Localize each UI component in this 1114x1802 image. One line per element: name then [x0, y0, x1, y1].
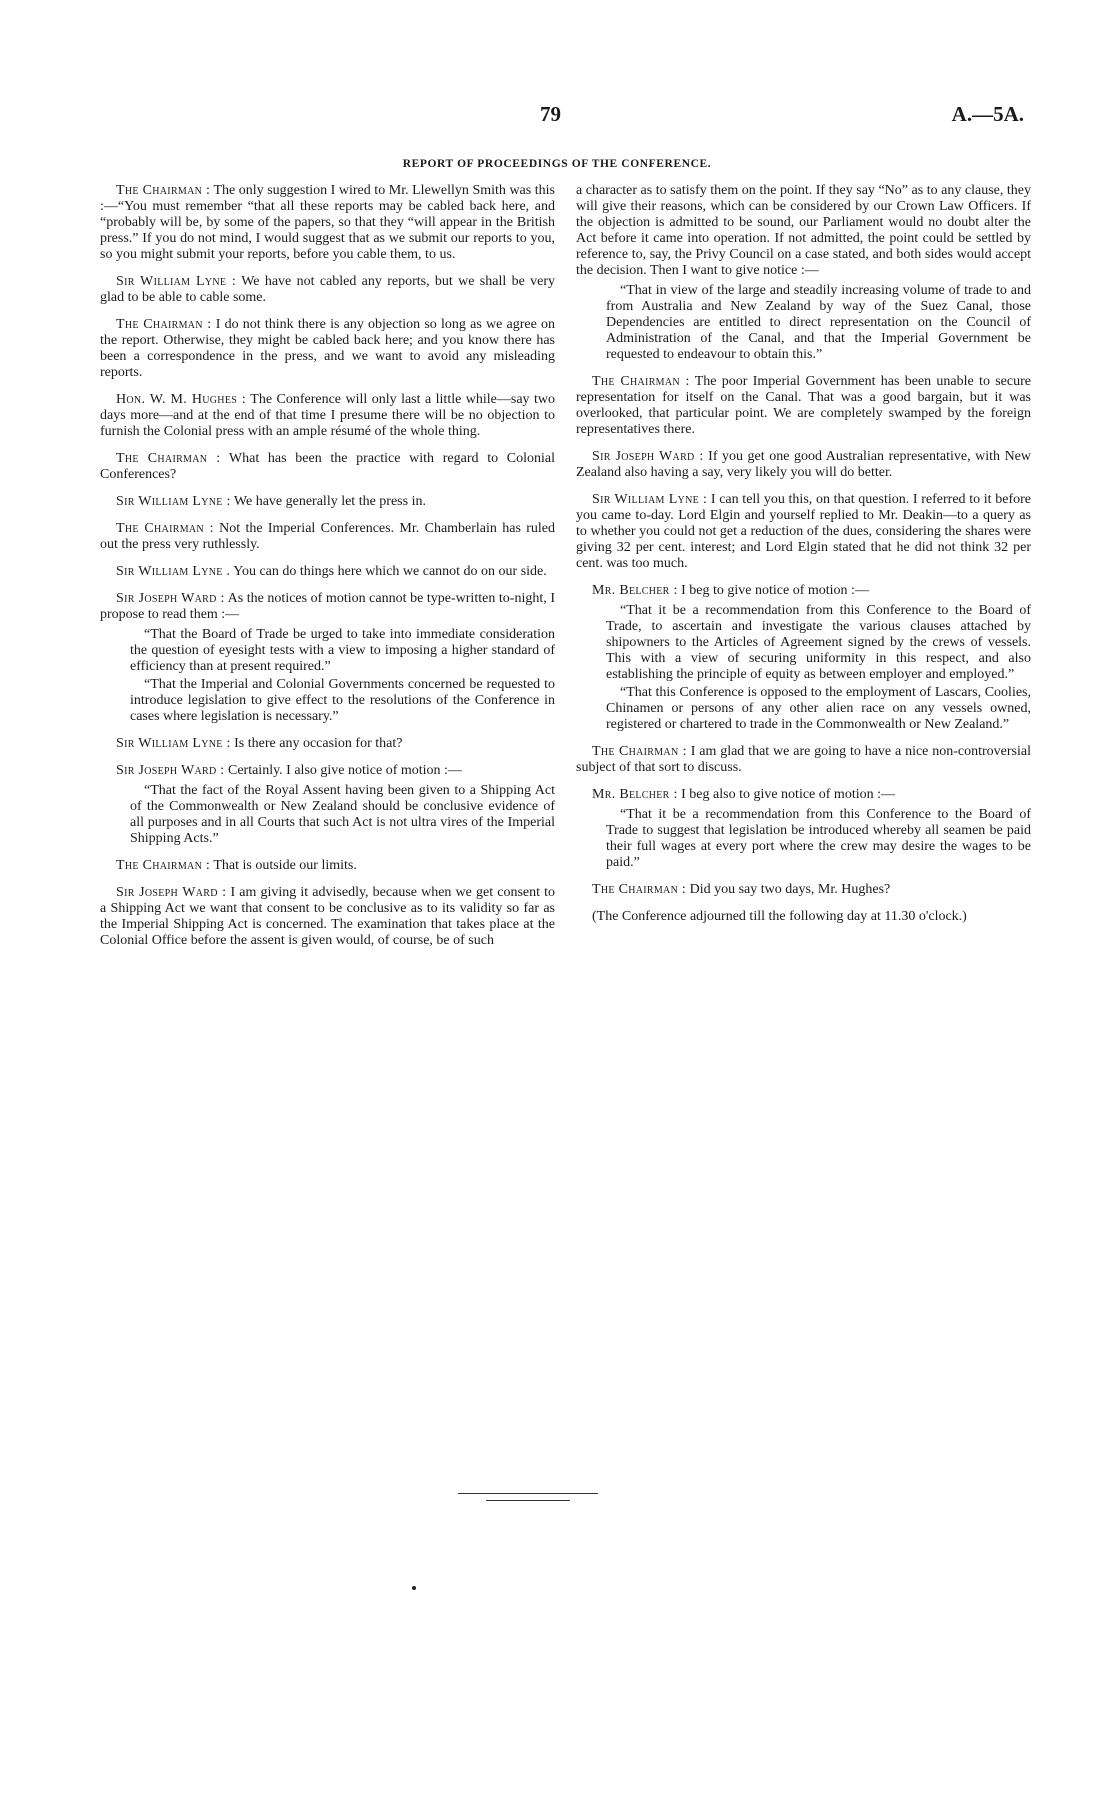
speech-text: Did you say two days, Mr. Hughes?	[689, 882, 891, 897]
page-number: 79	[540, 102, 561, 126]
speaker: The Chairman :	[592, 744, 687, 759]
motion-quote: “That the Board of Trade be urged to take into immediate consideration the question of eyesight tests with a view to imposing a higher standard of efficiency than at present required.”	[130, 627, 555, 674]
paragraph	[576, 882, 1031, 898]
speaker: The Chairman :	[592, 374, 690, 389]
speaker: Mr. Belcher :	[592, 787, 678, 802]
paragraph	[100, 521, 555, 553]
paragraph	[100, 494, 555, 510]
speech-text: Is there any occasion for that?	[234, 736, 403, 751]
speech-text: I beg to give notice of motion :—	[681, 583, 869, 598]
speaker: The Chairman :	[116, 317, 212, 332]
paragraph	[100, 274, 555, 306]
running-head: REPORT OF PROCEEDINGS OF THE CONFERENCE.	[402, 158, 712, 170]
paragraph	[100, 736, 555, 752]
motion-quote: “That in view of the large and steadily increasing volume of trade to and from Australia and New Zealand by way of the Suez Canal, those Dependencies are entitled to direct representation on the Council of Administration of the Canal, and that the Imperial Government be requested to endeavour to obtain this.”	[606, 283, 1031, 362]
speaker: Sir William Lyne :	[592, 492, 708, 507]
speech-text: We have generally let the press in.	[233, 494, 426, 509]
motion-quote: “That this Conference is opposed to the employment of Lascars, Coolies, Chinamen or persons of any other alien race on any vessels owned, registered or chartered to trade in the Commonwealth or New Zealand.”	[606, 685, 1031, 732]
document-reference: A.—5A.	[951, 102, 1024, 126]
motion-quote: “That it be a recommendation from this Conference to the Board of Trade to suggest that legislation be introduced whereby all seamen be paid their full wages at every port where the crew may desire the wages to be paid.”	[606, 807, 1031, 870]
speaker: Sir Joseph Ward :	[592, 449, 704, 464]
speaker: The Chairman :	[116, 858, 211, 873]
speaker: Sir William Lyne :	[116, 736, 231, 751]
paragraph	[100, 317, 555, 381]
closing-rule-short	[486, 1500, 570, 1501]
speaker: Sir Joseph Ward :	[116, 763, 225, 778]
speaker: The Chairman :	[116, 521, 214, 536]
speaker: Sir William Lyne .	[116, 564, 231, 579]
paragraph	[100, 591, 555, 623]
adjournment-note: (The Conference adjourned till the following day at 11.30 o'clock.)	[592, 909, 967, 924]
paragraph	[100, 885, 555, 949]
speech-text: Certainly. I also give notice of motion :—	[227, 763, 462, 778]
speaker: Sir William Lyne :	[116, 494, 231, 509]
motion-quote: “That the Imperial and Colonial Governments concerned be requested to introduce legislation to give effect to the resolutions of the Conference in cases where legislation is necessary.”	[130, 677, 555, 724]
paragraph	[576, 787, 1031, 803]
paragraph	[100, 763, 555, 779]
speech-text: Not the Imperial Conferences. Mr. Chamberlain has ruled out the press very ruthlessly.	[100, 521, 556, 552]
paragraph	[576, 374, 1031, 438]
right-column	[576, 183, 1031, 936]
speaker: The Chairman :	[116, 451, 221, 466]
paragraph	[576, 583, 1031, 599]
speech-text: As the notices of motion cannot be type-written to-night, I propose to read them :—	[100, 591, 555, 622]
paragraph	[100, 858, 555, 874]
speech-text: You can do things here which we cannot do on our side.	[233, 564, 547, 579]
speaker: The Chairman :	[592, 882, 687, 897]
closing-rule	[458, 1493, 598, 1494]
paragraph-continued: a character as to satisfy them on the point. If they say “No” as to any clause, they will give their reasons, which can be considered by our Crown Law Officers. If the objection is admitted to be sound, our Parliament would no doubt alter the Act before it came into operation. If not admitted, the point could be settled by reference to, say, the Privy Council on a case stated, and both sides would accept the decision. Then I want to give notice :—	[576, 183, 1031, 278]
speaker: Sir Joseph Ward :	[116, 591, 225, 606]
motion-quote: “That it be a recommendation from this Conference to the Board of Trade, to ascertain and investigate the various clauses attached by shipowners to the Articles of Agreement signed by the crews of vessels. This with a view of securing uniformity in this respect, and also establishing the principle of equity as between employer and employed.”	[606, 603, 1031, 682]
speaker: Hon. W. M. Hughes :	[116, 392, 247, 407]
speech-text: I am glad that we are going to have a nice non-controversial subject of that sort to discuss.	[576, 744, 1032, 775]
speech-text: I am giving it advisedly, because when we get consent to a Shipping Act we want that consent to be conclusive as to its validity so far as the Imperial Shipping Act is concerned. The examination that takes place at the Colonial Office before the assent is given would, of course, be of such	[100, 885, 556, 948]
paragraph	[100, 451, 555, 483]
paragraph	[576, 744, 1031, 776]
left-column	[100, 183, 555, 960]
speech-text: We have not cabled any reports, but we shall be very glad to be able to cable some.	[100, 274, 555, 305]
speech-text: The Conference will only last a little while—say two days more—and at the end of that time I presume there will be no objection to furnish the Colonial press with an ample résumé of the whole thing.	[100, 392, 555, 439]
speech-text: What has been the practice with regard to Colonial Conferences?	[100, 451, 555, 482]
speech-text: I beg also to give notice of motion :—	[681, 787, 895, 802]
paragraph	[576, 492, 1031, 572]
speaker: Sir William Lyne :	[116, 274, 237, 289]
speaker: The Chairman :	[116, 183, 211, 198]
paragraph	[576, 449, 1031, 481]
motion-quote: “That the fact of the Royal Assent having been given to a Shipping Act of the Commonwealth or New Zealand should be conclusive evidence of all purposes and in all Courts that such Act is not ultra vires of the Imperial Shipping Acts.”	[130, 783, 555, 846]
speaker: Mr. Belcher :	[592, 583, 678, 598]
speaker: Sir Joseph Ward :	[116, 885, 227, 900]
paragraph	[100, 183, 555, 263]
paragraph	[100, 564, 555, 580]
speech-text: The only suggestion I wired to Mr. Llewellyn Smith was this :—“You must remember “that all these reports may be cabled back here, and “probably will be, by some of the papers, so that they “will appear in the British press.” If you do not mind, I would suggest that as we submit our reports to you, so you might submit your reports, before you cable them, to us.	[100, 183, 555, 262]
speech-text: If you get one good Australian representative, with New Zealand also having a say, very likely you will do better.	[576, 449, 1032, 480]
paragraph	[100, 392, 555, 440]
speech-text: That is outside our limits.	[213, 858, 357, 873]
speech-text: I do not think there is any objection so long as we agree on the report. Otherwise, they might be cabled back here; and you know there has been a correspondence in the press, and we want to avoid any misleading reports.	[100, 317, 556, 380]
speech-text: The poor Imperial Government has been unable to secure representation for itself on the Canal. That was a good bargain, but it was overlooked, that particular point. We are completely swamped by the foreign representatives there.	[576, 374, 1031, 437]
speech-text: I can tell you this, on that question. I referred to it before you came to-day. Lord Elgin and yourself replied to Mr. Deakin—to a query as to whether you could not get a reduction of the dues, considering the shares were giving 32 per cent. interest; and Lord Elgin stated that he did not think 32 per cent. was too much.	[576, 492, 1031, 571]
print-speck	[412, 1586, 416, 1590]
